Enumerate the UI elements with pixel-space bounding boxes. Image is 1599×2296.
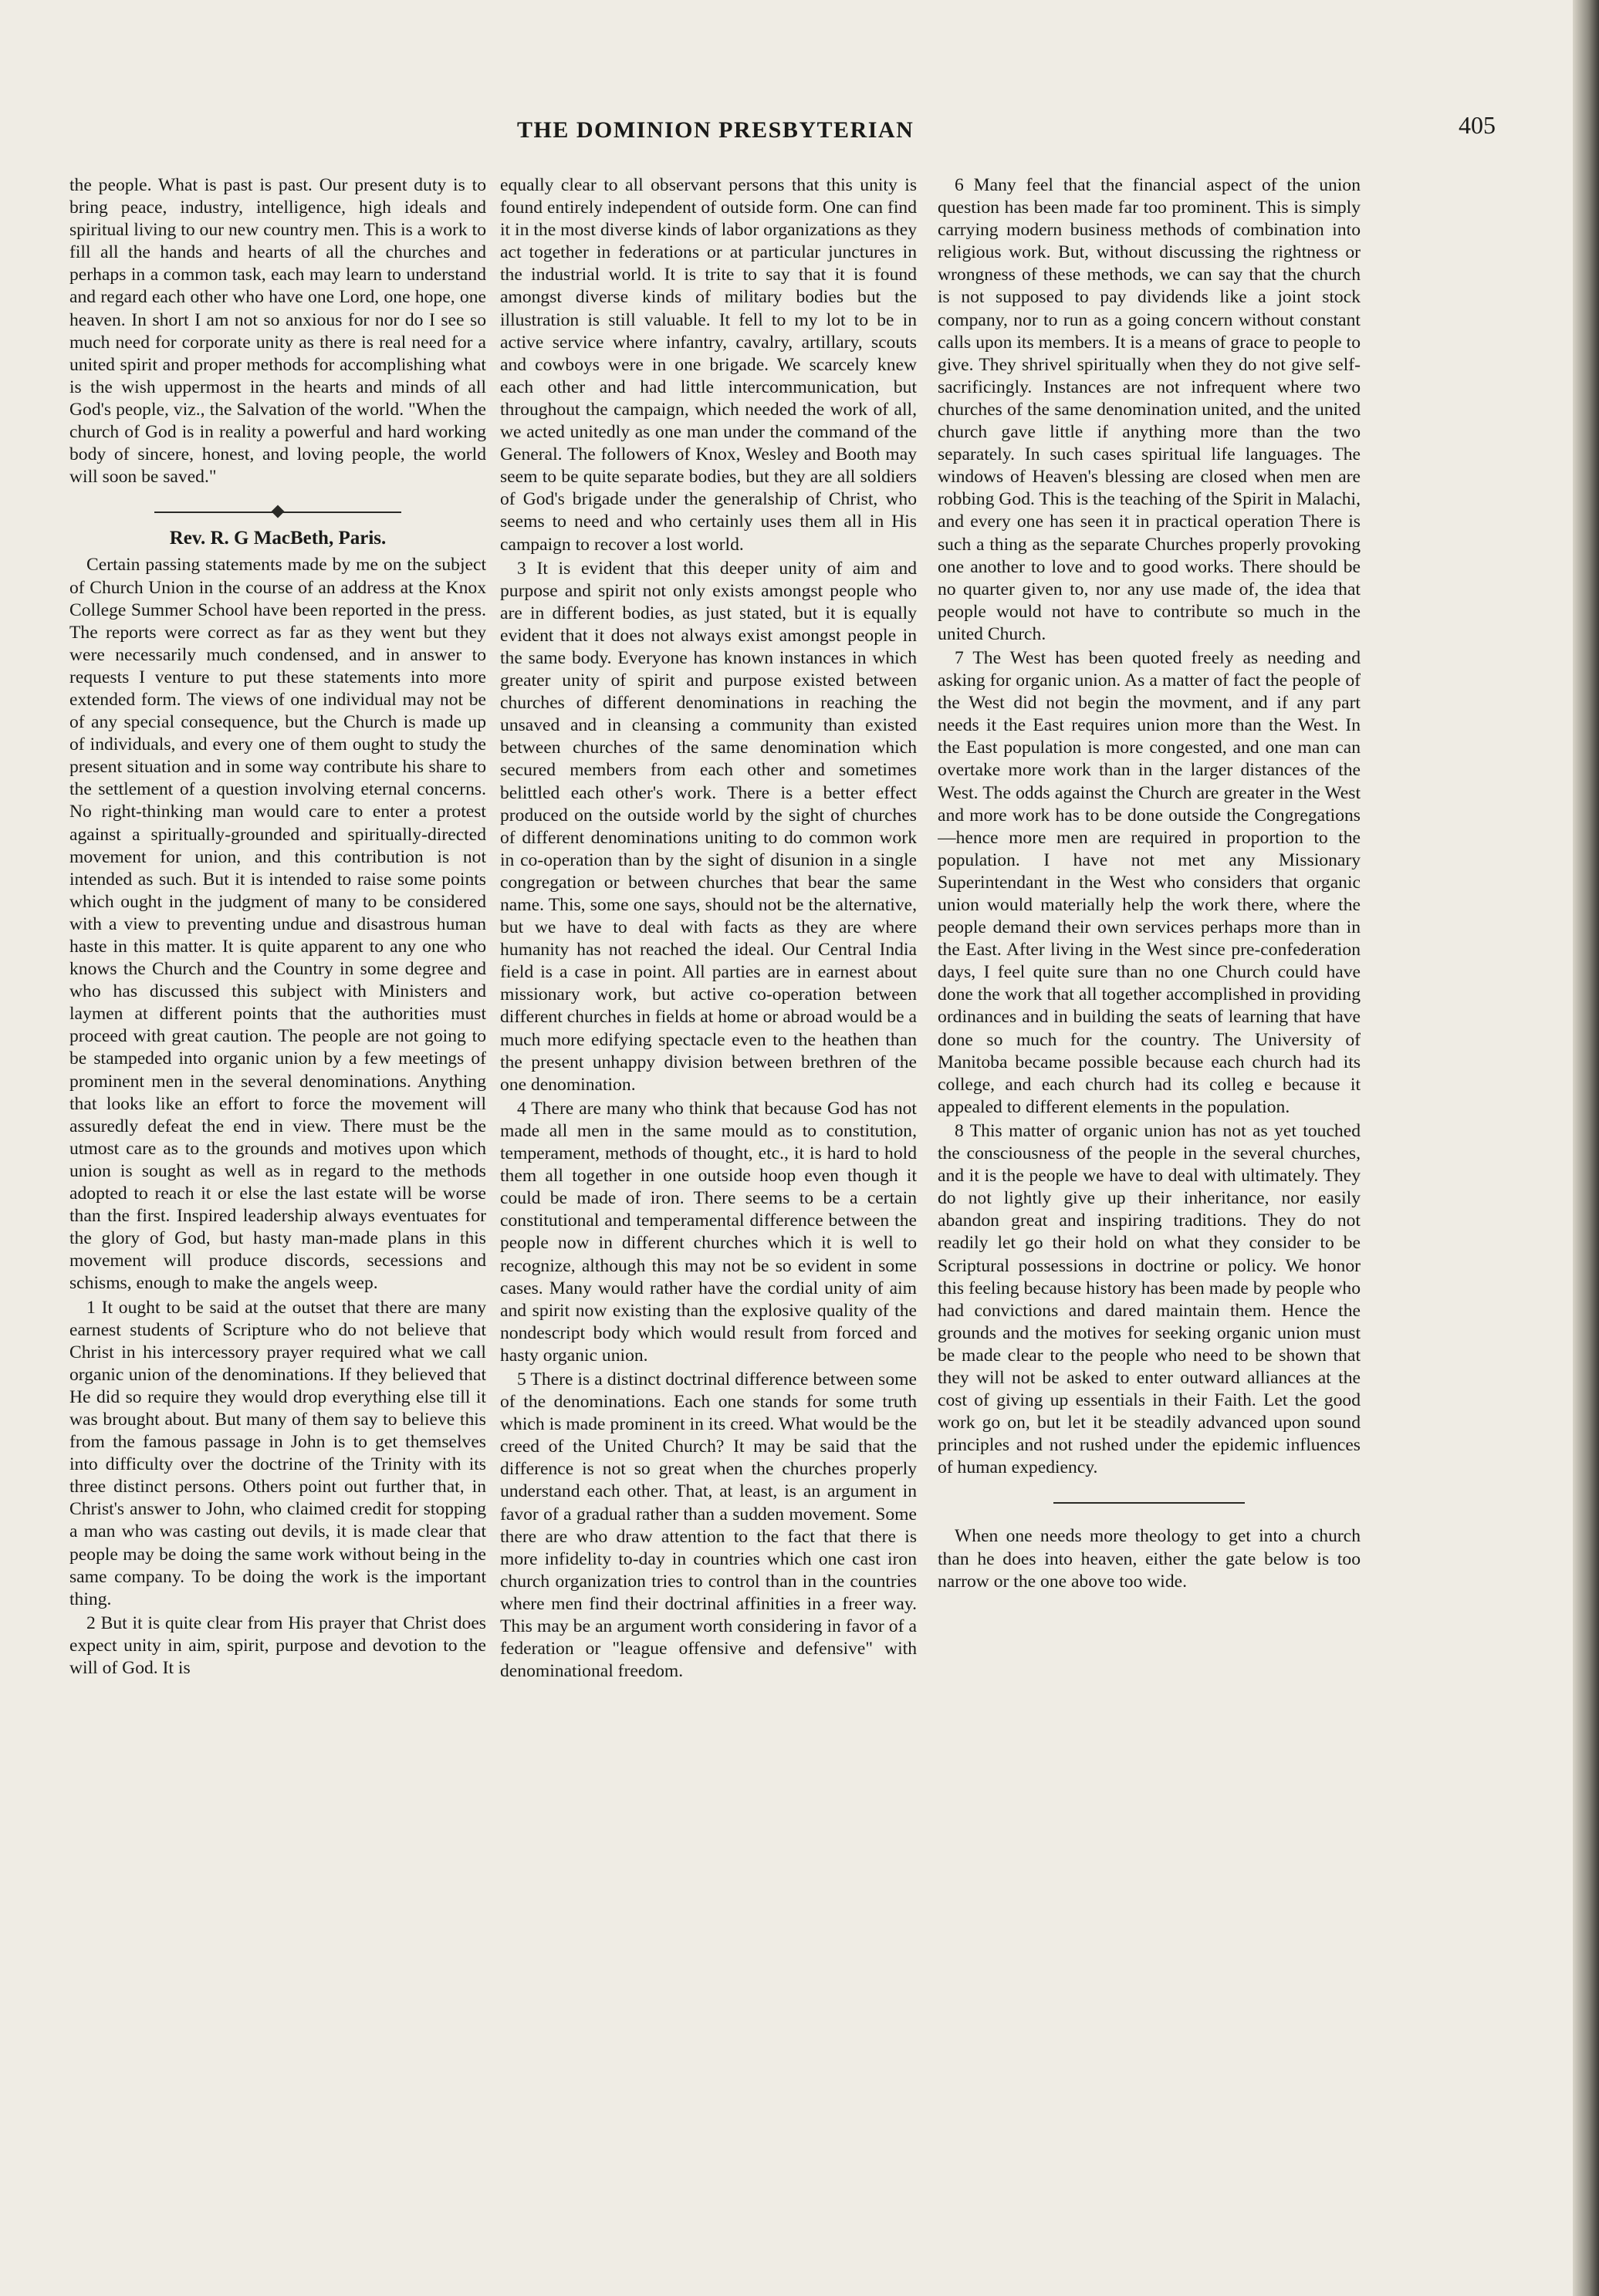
article-paragraph: 8 This matter of organic union has not as yet touched the consciousness of the people in the several churches, and it is the people we have to deal with ultimately. They do not lightly give up their inheritance, nor easily abandon great and inspiring traditions. They do not readily let go their hold on what they consider to be Scriptural possessions in doctrine or policy. We honor this feeling because history has been made by people who had convictions and dared maintain them. Hence the grounds and the motives for seeking organic union must be made clear to the people who need to be shown that they will not be asked to enter outward alliances at the cost of giving up essentials in their Faith. Let the good work go on, but let it be steadily advanced upon sound principles and not rushed under the epidemic influences of human expediency. — [938, 1120, 1361, 1478]
article-paragraph: 2 But it is quite clear from His prayer that Christ does expect unity in aim, spirit, purpose and devotion to the will of God. It is — [69, 1612, 486, 1678]
section-divider — [938, 1494, 1361, 1511]
article-paragraph: 3 It is evident that this deeper unity of aim and purpose and spirit not only exists amongst people who are in different bodies, as just stated, but it is equally evident that it does not always exist amongst people in the same body. Everyone has known instances in which greater unity of spirit and purpose existed between churches of different denominations in reaching the unsaved and in cleansing a community than existed between churches of the same denomination which secured members from each other and sometimes belittled each other's work. There is a better effect produced on the outside world by the sight of churches of different denominations uniting to do common work in co-operation than by the sight of disunion in a single congregation or between churches that bear the same name. This, some one says, should not be the alternative, but we have to deal with facts as they are where humanity has not reached the ideal. Our Central India field is a case in point. All parties are in earnest about missionary work, but active co-operation between different churches in fields at home or abroad would be a much more edifying spectacle even to the heathen than the present unhappy division between brethren of the one denomination. — [500, 558, 917, 1095]
article-paragraph: 1 It ought to be said at the outset that there are many earnest students of Scripture who do not believe that Christ in his intercessory prayer required what we call organic union of the denominations. If they believed that He did so require they would drop everything else till it was brought about. But many of them say to believe this from the famous passage in John is to get themselves into difficulty over the doctrine of the Trinity with its three distinct persons. Others point out further that, in Christ's answer to John, who claimed credit for stopping a man who was casting out devils, it is made clear that people may be doing the same work without being in the same company. To be doing the work is the important thing. — [69, 1297, 486, 1609]
intro-paragraph: the people. What is past is past. Our present duty is to bring peace, industry, intelligence, high ideals and spiritual living to our new country men. This is a work to fill all the hands and hearts of all the churches and perhaps in a common task, each may learn to understand and regard each other who have one Lord, one hope, one heaven. In short I am not so anxious for nor do I see so much need for corporate unity as there is real need for a united spirit and proper methods for accomplishing what is the wish uppermost in the hearts and minds of all God's people, viz., the Salvation of the world. "When the church of God is in reality a powerful and hard working body of sincere, honest, and loving people, the world will soon be saved." — [69, 175, 486, 488]
article-paragraph: Certain passing statements made by me on the subject of Church Union in the course of an address at the Knox College Summer School have been reported in the press. The reports were correct as far as they went but they were necessarily much condensed, and in answer to requests I venture to put these statements into more extended form. The views of one individual may not be of any special consequence, but the Church is made up of individuals, and every one of them ought to study the present situation and in some way contribute his share to the settlement of a question involving eternal concerns. No right-thinking man would care to enter a protest against a spiritually-grounded and spiritually-directed movement for union, and this contribution is not intended as such. But it is intended to raise some points which ought in the judgment of many to be considered with a view to preventing undue and disastrous human haste in this matter. It is quite apparent to any one who knows the Church and the Country in some degree and who has discussed this subject with Ministers and laymen at different points that the authorities must proceed with great caution. The people are not going to be stampeded into organic union by a few meetings of prominent men in the several denominations. Anything that looks like an effort to force the movement will assuredly defeat the end in view. There must be the utmost care as to the grounds and motives upon which union is sought as well as in regard to the methods adopted to reach it or else the last estate will be worse than the first. Inspired leadership always eventuates for the glory of God, but hasty man-made plans in this movement will produce discords, secessions and schisms, enough to make the angels weep. — [69, 555, 486, 1294]
article-byline: Rev. R. G MacBeth, Paris. — [169, 528, 387, 549]
column-1 — [69, 174, 486, 2134]
article-paragraph: 5 There is a distinct doctrinal difference between some of the denominations. Each one stands for some truth which is made prominent in its creed. What would be the creed of the United Church? It may be said that the difference is not so great when the churches properly understand each other. That, at least, is an argument in favor of a gradual rather than a sudden movement. Some there are who draw attention to the fact that there is more infidelity to-day in countries which one cast iron church organization tries to control than in the countries where men find their doctrinal affinities in a freer way. This may be an argument worth considering in favor of a federation or "league offensive and defensive" with denominational freedom. — [500, 1369, 917, 1682]
page-number: 405 — [1459, 111, 1496, 139]
divider-ornament-icon — [272, 505, 285, 518]
article-paragraph: 6 Many feel that the financial aspect of the union question has been made far too prominent. This is simply carrying modern business methods of combination into religious work. But, without discussing the rightness or wrongness of these methods, we can say that the church is not supposed to pay dividends like a joint stock company, nor to run as a going concern without constant calls upon its members. It is a means of grace to people to give. They shrivel spiritually when they do not give self-sacrificingly. Instances are not infrequent where two churches of the same denomination united, and the united church gave little if anything more than the two separately. In such cases spiritual life languages. The windows of Heaven's blessing are closed when men are robbing God. This is the teaching of the Spirit in Malachi, and every one has seen it in practical operation There is such a thing as the separate Churches properly provoking one another to love and to good works. There should be no quarter given to, nor any use made of, the idea that people would not have to contribute so much in the united Church. — [938, 175, 1361, 644]
page-spine-shadow — [1573, 0, 1599, 2296]
spacer — [938, 1511, 1361, 1525]
article-paragraph: equally clear to all observant persons that this unity is found entirely independent of outside form. One can find it in the most diverse kinds of labor organizations as they act together in federations or at particular junctures in the industrial world. It is trite to say that it is found amongst diverse kinds of military bodies but the illustration is still valuable. It fell to my lot to be in active service where infantry, cavalry, artillary, scouts and cowboys were in one brigade. We scarcely knew each other and had little intercommunication, but throughout the campaign, which needed the work of all, we acted unitedly as one man under the command of the General. The followers of Knox, Wesley and Booth may seem to be quite separate bodies, but they are all soldiers of God's brigade under the generalship of Christ, who seems to need and who certainly uses them all in His campaign to recover a lost world. — [500, 175, 917, 555]
spacer — [69, 490, 486, 504]
closing-quote: When one needs more theology to get into a church than he does into heaven, either the gate below is too narrow or the one above too wide. — [938, 1526, 1361, 1592]
column-3 — [938, 174, 1361, 2134]
spacer — [938, 1481, 1361, 1494]
publication-title: THE DOMINION PRESBYTERIAN — [517, 117, 914, 143]
page-header — [0, 111, 1599, 154]
section-divider — [69, 504, 486, 521]
column-2 — [500, 174, 917, 2134]
article-paragraph: 7 The West has been quoted freely as needing and asking for organic union. As a matter of fact the people of the West did not begin the movment, and if any part needs it the East requires union more than the West. In the East population is more congested, and one man can overtake more work than in the larger distances of the West. The odds against the Church are greater in the West and more work has to be done outside the Congregations—hence more men are required in proportion to the population. I have not met any Missionary Superintendant in the West who considers that organic union would materially help the work there, where the people demand their own services perhaps more than in the East. After living in the West since pre-confederation days, I feel quite sure than no one Church could have done the work that all together accomplished in providing ordinances and in building the seats of learning that have done so much for the country. The University of Manitoba became possible because each church had its college, and each church had its colleg e because it appealed to different elements in the population. — [938, 647, 1361, 1117]
article-paragraph: 4 There are many who think that because God has not made all men in the same mould as to constitution, temperament, methods of thought, etc., it is hard to hold them all together in one outside hoop even though it could be made of iron. There seems to be a certain constitutional and temperamental difference between the people now in different churches which it is well to recognize, although this may not be so evident in some cases. Many would rather have the cordial unity of aim and spirit now existing than the explosive quality of the nondescript body which would result from forced and hasty organic union. — [500, 1098, 917, 1366]
